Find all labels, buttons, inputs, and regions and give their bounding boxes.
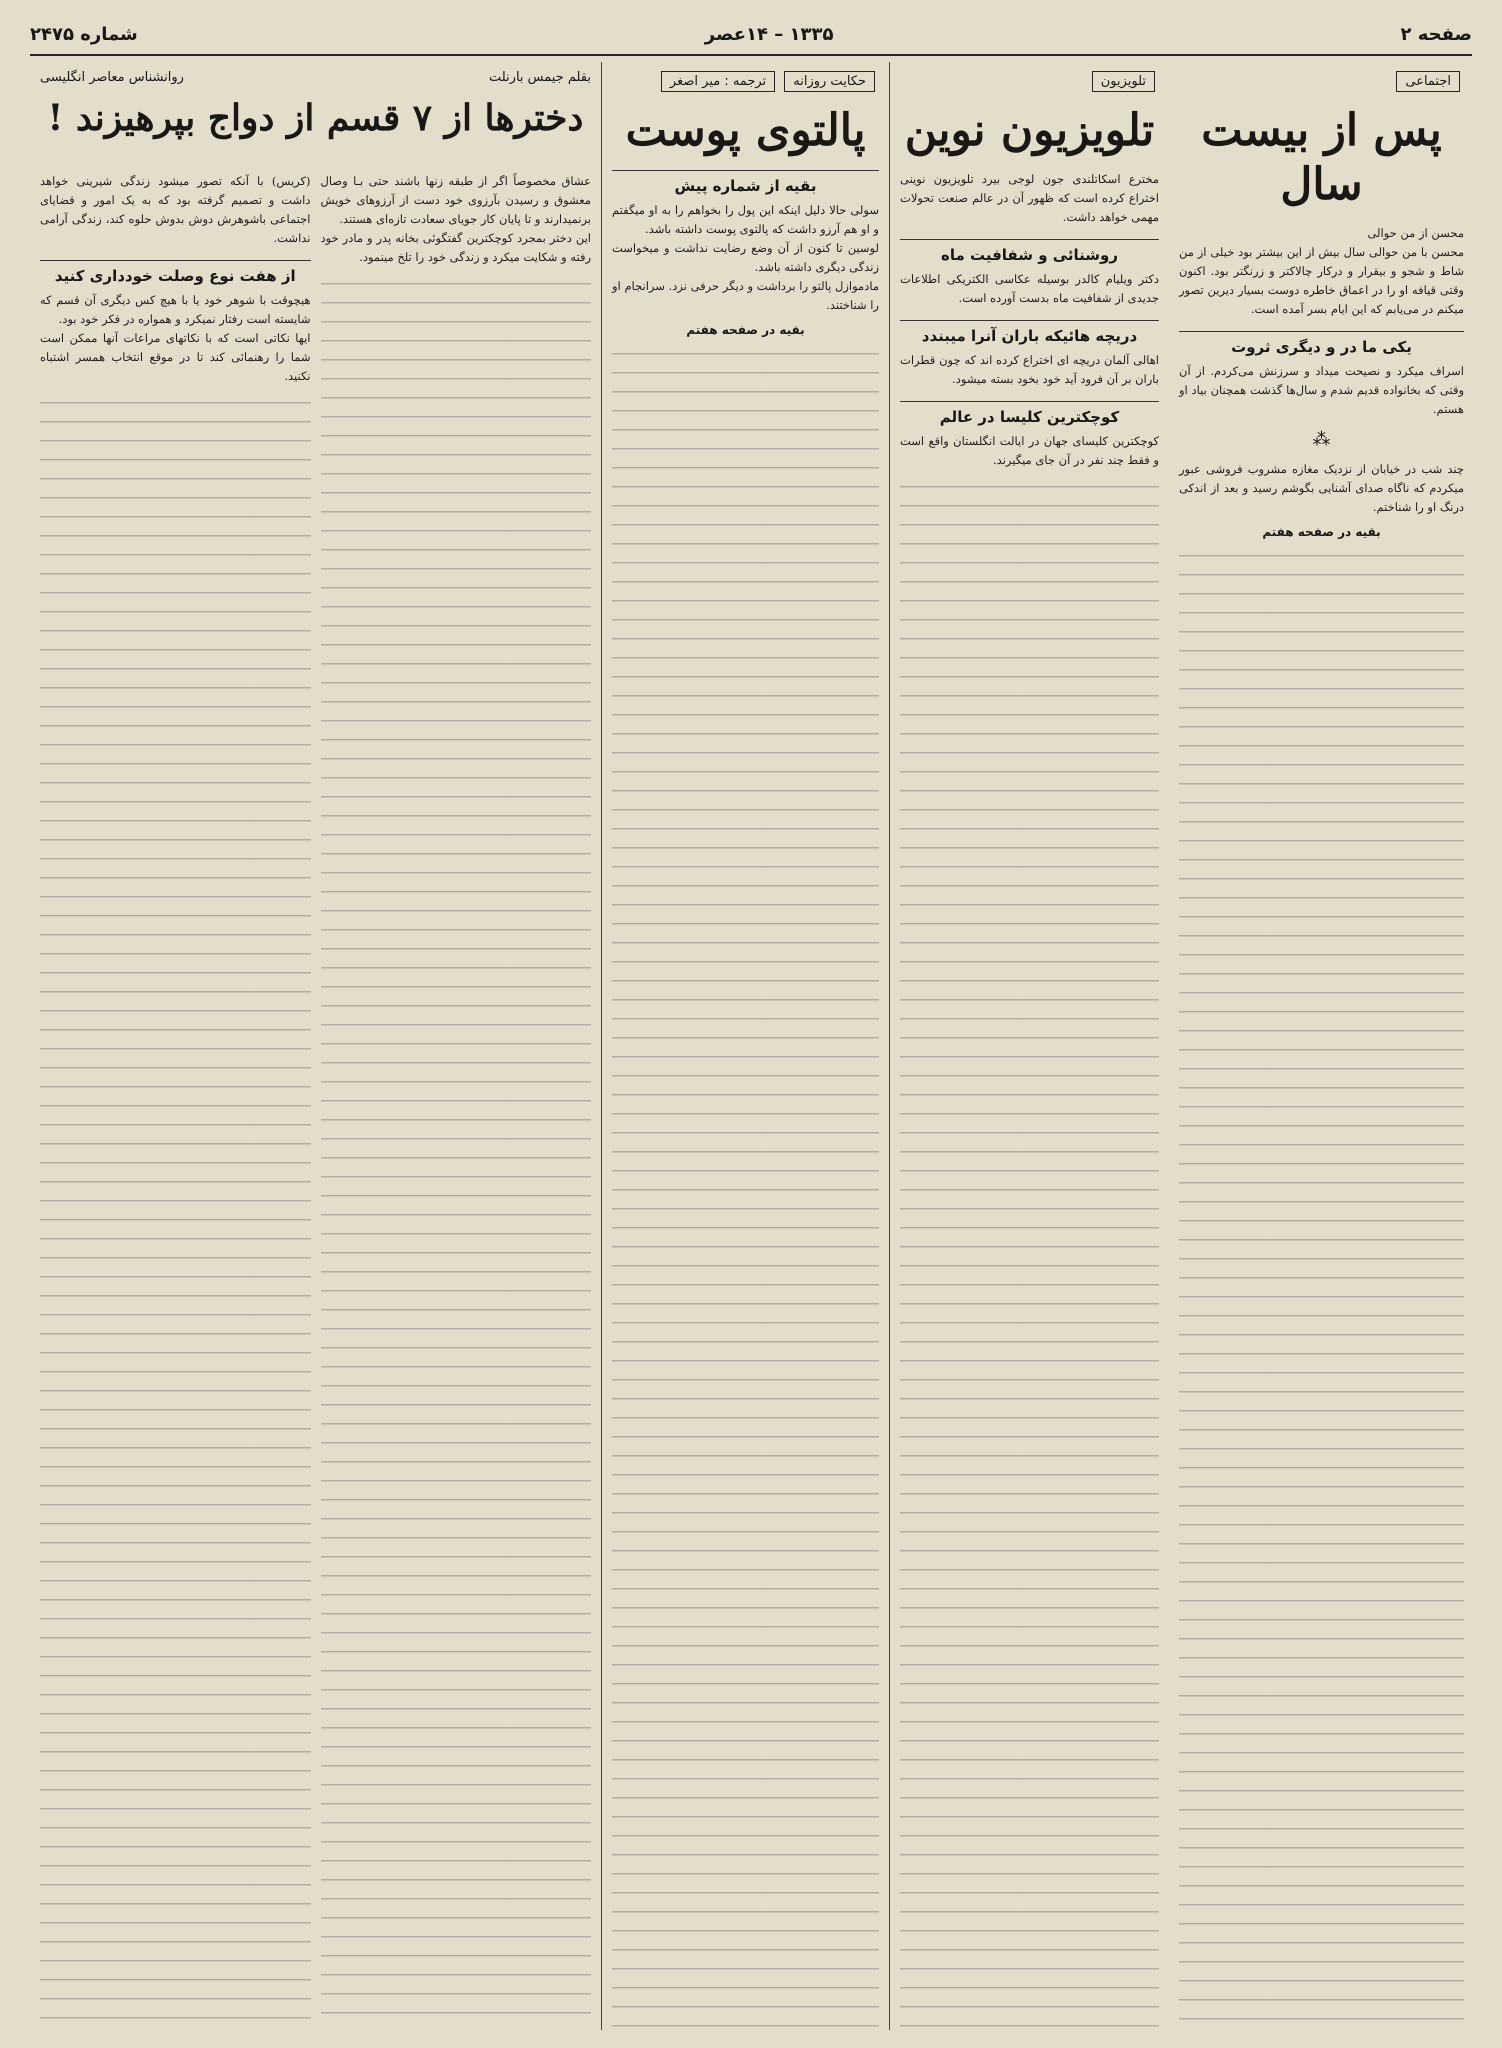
subheading: کوچکترین کلیسا در عالم [900, 401, 1159, 426]
subheading: از هفت نوع وصلت خودداری کنید [40, 260, 311, 285]
column-story [601, 62, 889, 2030]
byline-role: روانشناس معاصر انگلیسی [40, 70, 184, 85]
section-tag: اجتماعی [1396, 71, 1460, 92]
article-body: لوسین تا کنون از آن وضع رضایت نداشت و میخواست زندگی دیگری داشته باشد. [612, 241, 879, 274]
text-filler [321, 273, 592, 2020]
byline: محسن از من حوالی [1367, 226, 1464, 240]
date-line: ۱۳۳۵ – ۱۴عصر [704, 23, 834, 45]
article-body: هیچوقت با شوهر خود یا با هیچ کس دیگری آن قسم که شایسته است رفتار نمیکرد و همواره در فکر خود بود. [40, 293, 311, 326]
headline-story: پالتوی پوست [625, 105, 866, 156]
column-social [1169, 62, 1474, 2030]
article-body: مادموازل پالتو را برداشت و دیگر حرفی نزد. سرانجام او را شناختند. [612, 279, 879, 312]
section-tag: حکایت روزانه [784, 71, 875, 92]
section-tag: تلویزیون [1092, 71, 1155, 92]
article-body: این دختر بمجرد کوچکترین گفتگوئی بخانه پدر و مادر خود رفته و شکایت میکرد و زندگی خود را تلخ مینمود. [320, 231, 591, 264]
translator-tag: ترجمه : میر اصغر [661, 71, 775, 92]
headline-television: تلویزیون نوین [904, 105, 1155, 156]
subheading: روشنائی و شفافیت ماه [900, 239, 1159, 264]
article-body: اهالی آلمان دریچه ای اختراع کرده اند که چون قطرات باران بر آن فرود آید خود بخود بسته میشود. [900, 353, 1159, 386]
article-body: دکتر ویلیام کالدر بوسیله عکاسی الکتریکی اطلاعات جدیدی از شفافیت ماه بدست آورده است. [900, 272, 1159, 305]
main-subcolumn-right [321, 172, 592, 2020]
text-filler [612, 343, 879, 2030]
main-body-columns [40, 172, 591, 2020]
article-body: چند شب در خیابان از نزدیک مغازه مشروب فروشی عبور میکردم که ناگاه صدای آشنایی بگوشم رسید و بعد از اندکی درنگ او را شناختم. [1179, 462, 1464, 514]
page-header [30, 14, 1472, 56]
byline-row [40, 70, 591, 85]
subheading: یکی ما در و دیگری ثروت [1179, 331, 1464, 356]
byline-author: بقلم جیمس بارنلت [488, 70, 591, 85]
article-body: سولی حالا دلیل اینکه این پول را بخواهم را به او میگفتم و او هم آرزو داشت که پالتوی پوست داشته باشد. [612, 203, 879, 236]
issue-number: شماره ۲۴۷۵ [30, 23, 138, 45]
continued-from: بقیه از شماره پیش [612, 170, 879, 195]
article-body: (کریس) با آنکه تصور میشود زندگی شیرینی خواهد داشت و تصمیم گرفته بود که به یک امور و قضایای اجتماعی باشوهرش دوش بدوش حلوه کند، زندگی آرامی نداشت. [40, 174, 311, 245]
article-body: کوچکترین کلیسای جهان در ایالت انگلستان واقع است و فقط چند نفر در آن جای میگیرند. [900, 434, 1159, 467]
text-filler [1179, 545, 1464, 2030]
page-label: صفحه ۲ [1400, 23, 1472, 45]
article-body: مخترع اسکاتلندی جون لوجی بیرد تلویزیون نوینی اختراع کرده است که ظهور آن در عالم صنعت تحولات مهمی خواهد داشت. [900, 172, 1159, 224]
continued-note: بقیه در صفحه هفتم [686, 323, 805, 337]
separator-ornament: ⁂ [1312, 429, 1331, 450]
article-body: ایها نکاتی است که با نکاتهای مراعات آنها ممکن است شما را رهنمائی کند تا در موقع انتخاب همسر اشتباه نکنید. [40, 331, 311, 383]
text-filler [40, 392, 311, 2020]
column-main [30, 62, 601, 2030]
article-body: اسراف میکرد و نصیحت میداد و سرزنش می‌کردم. از آن وقتی که بخانواده قدیم شدم و سال‌ها گذشت همچنان بیاد او هستم. [1179, 364, 1464, 416]
column-television [889, 62, 1169, 2030]
continued-note: بقیه در صفحه هفتم [1262, 525, 1381, 539]
article-body: محسن با من حوالی سال بیش از این بیشتر بود خیلی از من شاط و شجو و بیقرار و درکار چالاکتر و زرنگتر بود. اکنون وقتی قیافه او را در اعماق خاطره دوست بسیار دیرین تصور میکنم در می‌یابم که این ایام بسر آمده است. [1179, 245, 1464, 316]
main-subcolumn-left [40, 172, 311, 2020]
article-body: عشاق مخصوصاً اگر از طبقه زنها باشند حتی بـا وصال معشوق و رسیدن بآرزوی خود دست از آرزوهای خویش برنمیدارند و تا پایان کار جویای سعادت تازه‌ای هستند. [320, 174, 591, 226]
columns [28, 62, 1474, 2030]
headline-main: دخترها از ۷ قسم از دواج بپرهیزند ! [47, 97, 584, 139]
headline-social: پس از بیست سال [1201, 105, 1442, 210]
subheading: دریچه هائیکه باران آنرا میبندد [900, 320, 1159, 345]
text-filler [900, 476, 1159, 2030]
